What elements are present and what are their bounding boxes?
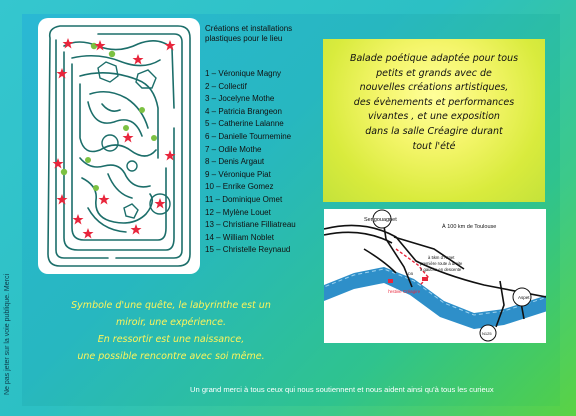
list-item: 5 – Catherine Lalanne — [205, 119, 284, 129]
list-item: 10 – Enrike Gomez — [205, 182, 274, 192]
heading-line-1: Créations et installations — [205, 24, 293, 33]
access-map — [324, 209, 546, 343]
list-item: 8 – Denis Argaut — [205, 157, 265, 167]
announcement-line: dans la salle Créagire durant — [365, 125, 503, 137]
access-map-drawing — [324, 209, 546, 343]
announcement-line: petits et grands avec de — [376, 67, 492, 79]
list-item: 6 – Danielle Tournemine — [205, 131, 292, 141]
list-item: 13 – Christiane Filliatreau — [205, 220, 296, 230]
labyrinth-map — [38, 18, 200, 274]
labyrinth-quote — [40, 297, 302, 365]
announcement-line: nouvelles créations artistiques, — [359, 82, 509, 94]
map-creagire: l'estive Créagire — [388, 289, 421, 294]
list-item: 9 – Véronique Piat — [205, 169, 271, 179]
side-note: Ne pas jeter sur la voie publique. Merci — [4, 273, 11, 395]
map-direction-b: première route à droite — [420, 261, 463, 266]
list-item: 15 – Christelle Reynaud — [205, 245, 291, 255]
map-distance: À 100 km de Toulouse — [442, 224, 497, 230]
list-item: 4 – Patricia Brangeon — [205, 106, 282, 116]
announcement-box — [323, 39, 545, 202]
map-road-1: D5 — [408, 271, 414, 276]
quote-line: miroir, une expérience. — [115, 317, 227, 328]
list-item: 2 – Collectif — [205, 81, 247, 91]
announcement-line: vivantes , et une exposition — [368, 111, 500, 123]
announcement-line: tout l'été — [412, 140, 456, 152]
map-direction-c: à gauche en descente — [420, 267, 462, 272]
thanks-footer: Un grand merci à tous ceux qui nous soutiennent et nous aident ainsi qu'à tous les curieux — [190, 385, 494, 394]
list-item: 12 – Mylène Louet — [205, 207, 271, 217]
list-item: 7 – Odile Mothe — [205, 144, 262, 154]
map-town-right: Aspet — [518, 295, 530, 300]
labyrinth-drawing — [38, 18, 200, 274]
list-item: 14 – William Noblet — [205, 232, 274, 242]
announcement-line: des évènements et performances — [353, 96, 515, 108]
list-item: 11 – Dominique Omet — [205, 194, 283, 204]
map-road-2: N125 — [482, 331, 492, 336]
heading-line-2: plastiques pour le lieu — [205, 34, 283, 43]
map-direction-a: à 5km d'Aspet — [428, 255, 455, 260]
map-town-top: Sengouagnet — [364, 217, 397, 223]
list-item: 1 – Véronique Magny — [205, 69, 282, 78]
quote-line: une possible rencontre avec soi même. — [77, 351, 265, 362]
list-item: 3 – Jocelyne Mothe — [205, 94, 275, 104]
announcement-line: Balade poétique adaptée pour tous — [349, 53, 519, 64]
quote-line: Symbole d'une quête, le labyrinthe est un — [71, 300, 271, 311]
quote-line: En ressortir est une naissance, — [97, 334, 245, 345]
